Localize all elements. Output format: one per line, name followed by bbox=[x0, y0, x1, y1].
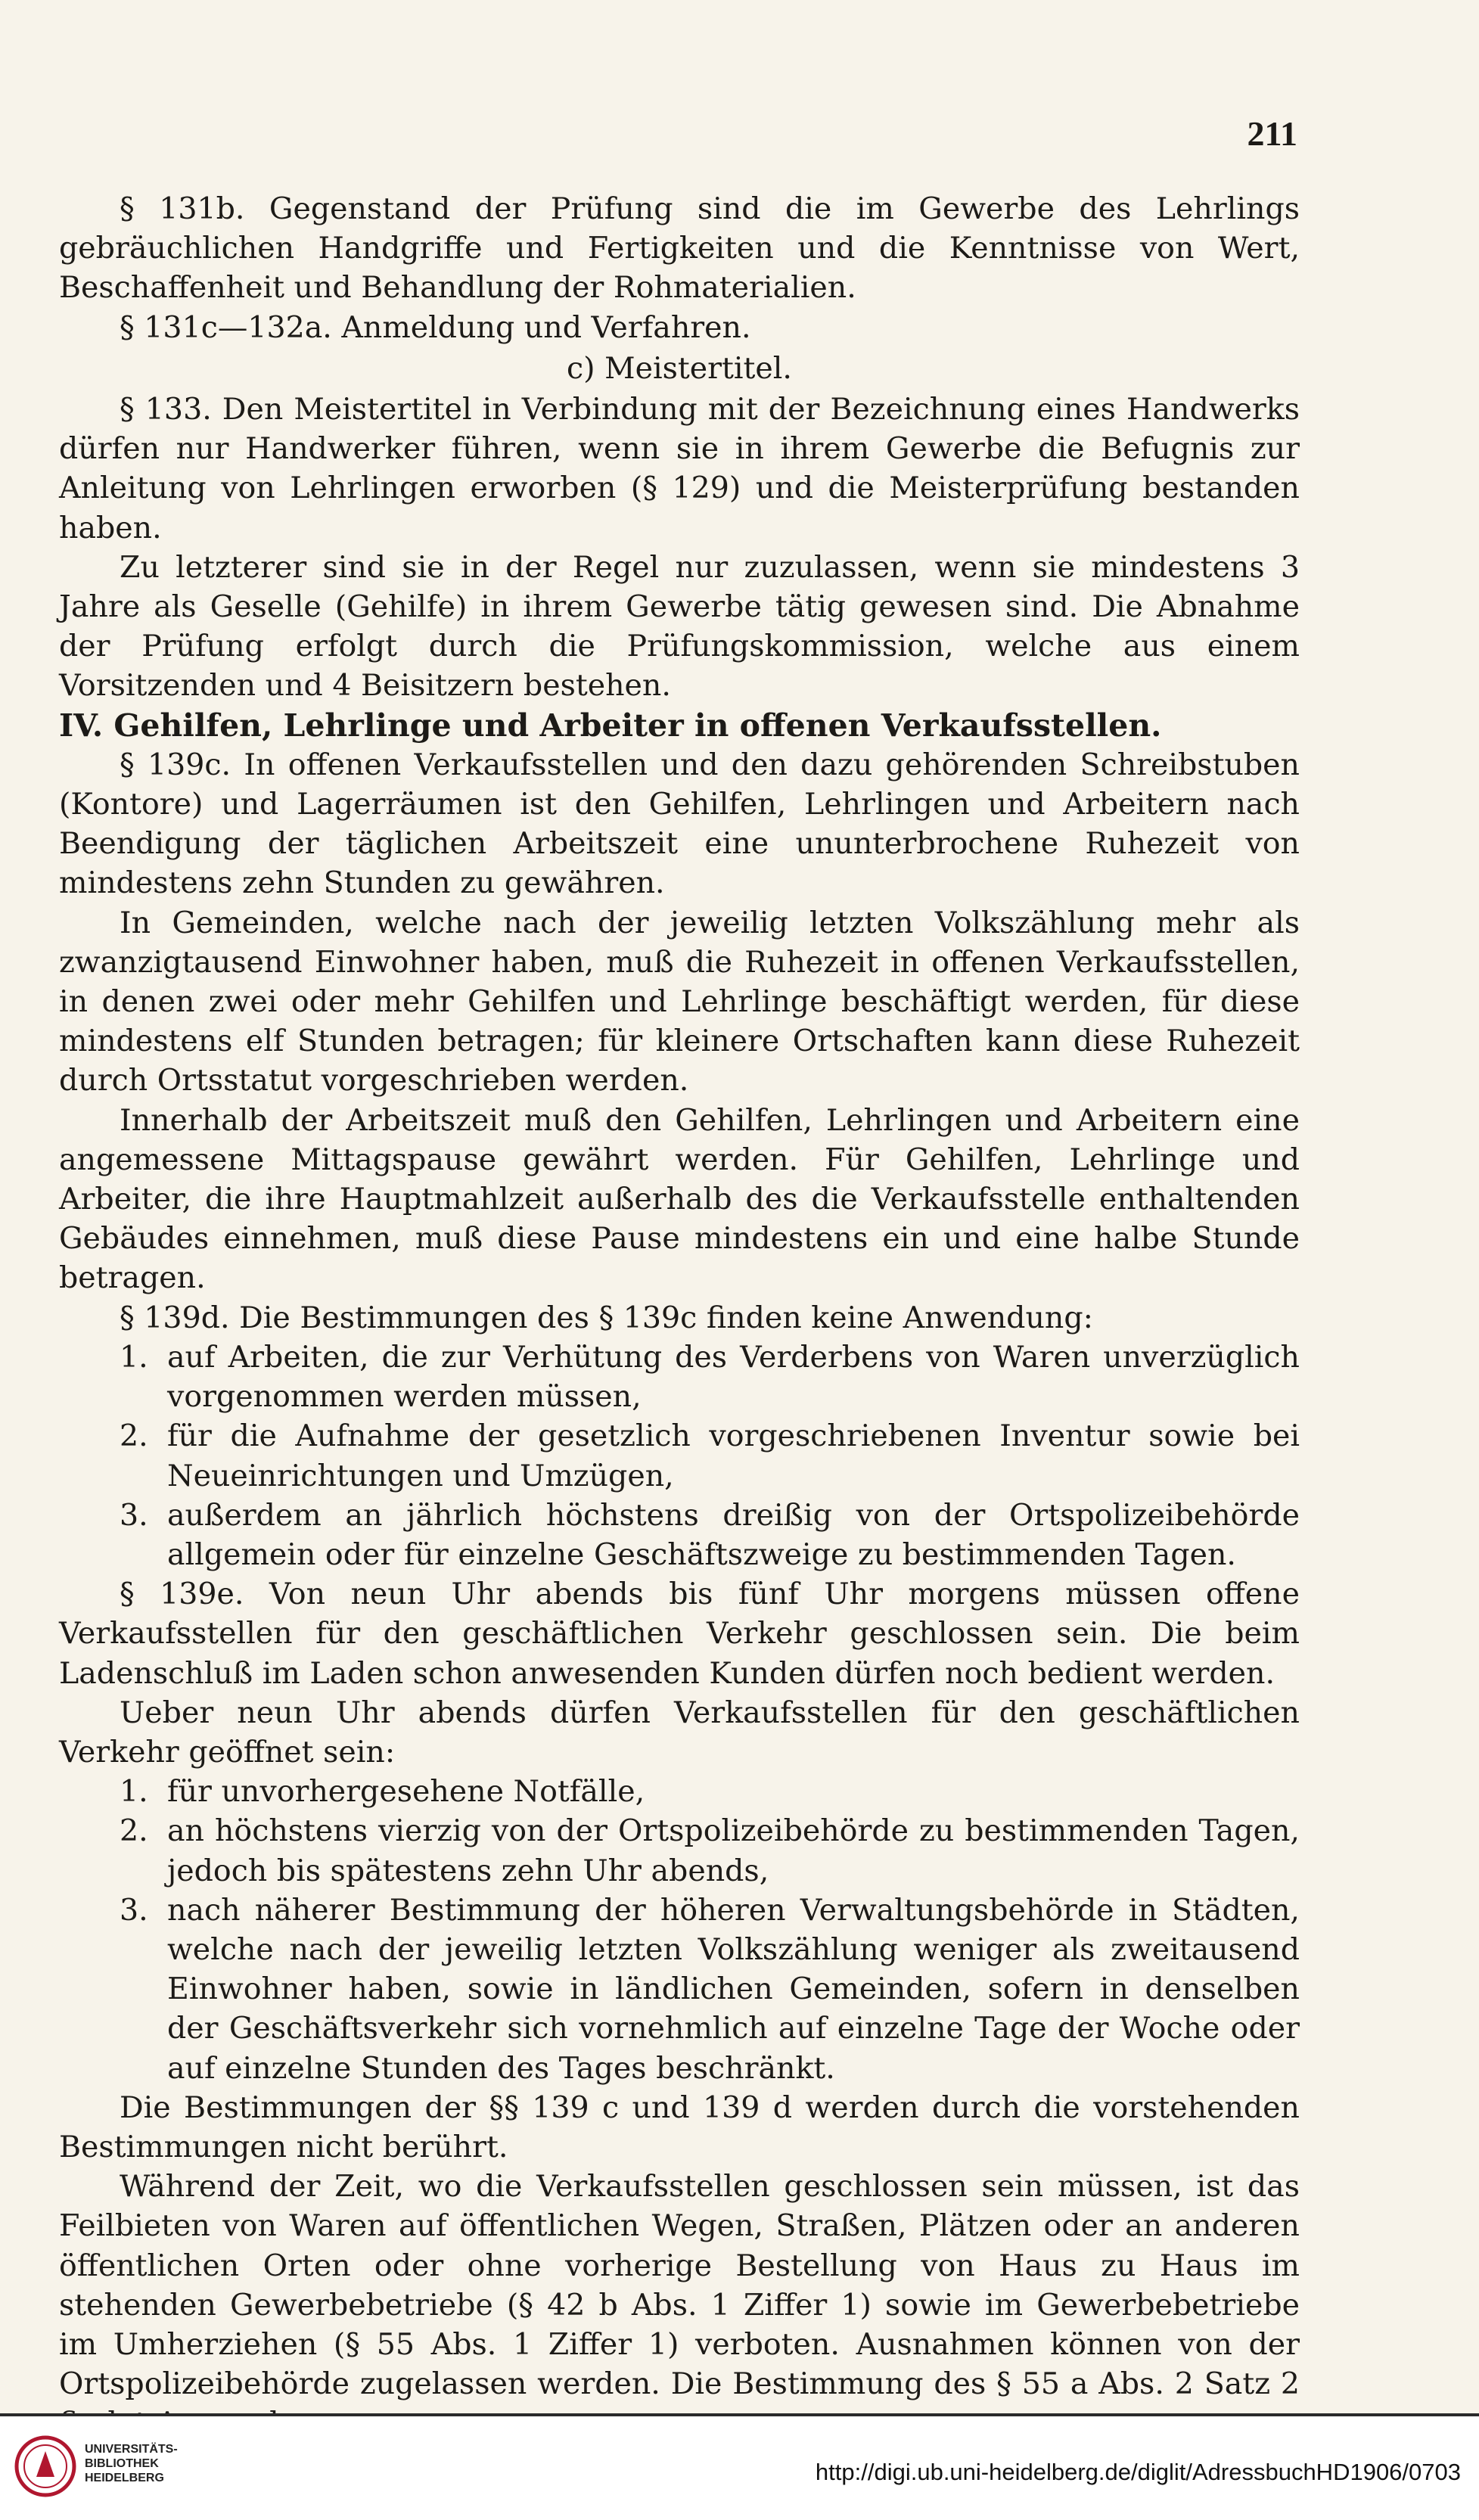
library-name-line: HEIDELBERG bbox=[85, 2472, 164, 2484]
footer-bar bbox=[0, 2413, 1479, 2520]
list-text: auf Arbeiten, die zur Verhütung des Verderbens von Waren unverzüglich vorgenommen werden müssen, bbox=[167, 1339, 1300, 1415]
paragraph-139e-c: Die Bestimmungen der §§ 139 c und 139 d werden durch die vorstehenden Bestimmungen nicht berührt. bbox=[59, 2090, 1300, 2164]
list-item bbox=[59, 1891, 1300, 2088]
list-number: 1. bbox=[120, 1339, 148, 1375]
list-item bbox=[59, 1772, 1300, 1811]
list-text: an höchstens vierzig von der Ortspolizeibehörde zu bestimmenden Tagen, jedoch bis spätestens zehn Uhr abends, bbox=[167, 1813, 1300, 1888]
list-number: 2. bbox=[120, 1813, 148, 1849]
paragraph-139c-c: Innerhalb der Arbeitszeit muß den Gehilfen, Lehrlingen und Arbeitern eine angemessene Mittagspause gewährt werden. Für Gehilfen, Lehrlinge und Arbeiter, die ihre Hauptmahlzeit außerhalb des die Verkaufsstelle enthaltenden Gebäudes einnehmen, muß diese Pause mindestens ein und eine halbe Stunde betragen. bbox=[59, 1102, 1300, 1296]
library-name-line: BIBLIOTHEK bbox=[85, 2457, 159, 2470]
list-139e bbox=[59, 1772, 1300, 2088]
paragraph-133: § 133. Den Meistertitel in Verbindung mit der Bezeichnung eines Handwerks dürfen nur Handwerker führen, wenn sie in ihrem Gewerbe die Befugnis zur Anleitung von Lehrlingen erworben (§ 129) und die Meisterprüfung bestanden haben. bbox=[59, 392, 1300, 545]
list-number: 3. bbox=[120, 1497, 148, 1533]
list-item bbox=[59, 1416, 1300, 1495]
list-139d bbox=[59, 1338, 1300, 1574]
footer-divider bbox=[0, 2413, 1479, 2416]
heading-meistertitel: c) Meistertitel. bbox=[567, 350, 792, 386]
list-item bbox=[59, 1496, 1300, 1574]
page-body bbox=[59, 189, 1300, 2444]
paragraph-133-b: Zu letzterer sind sie in der Regel nur zuzulassen, wenn sie mindestens 3 Jahre als Geselle (Gehilfe) in ihrem Gewerbe tätig gewesen sind. Die Abnahme der Prüfung erfolgt durch die Prüfungskommission, welche aus einem Vorsitzenden und 4 Beisitzern bestehen. bbox=[59, 549, 1300, 704]
paragraph-139e: § 139e. Von neun Uhr abends bis fünf Uhr morgens müssen offene Verkaufsstellen für den geschäftlichen Verkehr geschlossen sein. Die beim Ladenschluß im Laden schon anwesenden Kunden dürfen noch bedient werden. bbox=[59, 1577, 1300, 1691]
university-seal-icon bbox=[14, 2435, 77, 2498]
paragraph-139d: § 139d. Die Bestimmungen des § 139c finden keine Anwendung: bbox=[120, 1300, 1093, 1335]
list-item bbox=[59, 1338, 1300, 1416]
list-item bbox=[59, 1811, 1300, 1890]
paragraph-139c: § 139c. In offenen Verkaufsstellen und den dazu gehörenden Schreibstuben (Kontore) und Lagerräumen ist den Gehilfen, Lehrlingen und Arbeitern nach Beendigung der täglichen Arbeitszeit eine ununterbrochene Ruhezeit von mindestens zehn Stunden zu gewähren. bbox=[59, 747, 1300, 901]
paragraph-139e-b: Ueber neun Uhr abends dürfen Verkaufsstellen für den geschäftlichen Verkehr geöffnet sein: bbox=[59, 1695, 1300, 1770]
paragraph-131c: § 131c—132a. Anmeldung und Verfahren. bbox=[120, 309, 751, 345]
list-number: 1. bbox=[120, 1774, 148, 1810]
paragraph-131b: § 131b. Gegenstand der Prüfung sind die im Gewerbe des Lehrlings gebräuchlichen Handgriffe und Fertigkeiten und die Kenntnisse von Wert, Beschaffenheit und Behandlung der Rohmaterialien. bbox=[59, 191, 1300, 306]
list-number: 3. bbox=[120, 1892, 148, 1928]
source-url-link[interactable]: http://digi.ub.uni-heidelberg.de/diglit/AdressbuchHD1906/0703 bbox=[815, 2459, 1461, 2485]
list-text: für unvorhergesehene Notfälle, bbox=[167, 1774, 645, 1810]
list-number: 2. bbox=[120, 1418, 148, 1454]
paragraph-139c-b: In Gemeinden, welche nach der jeweilig letzten Volkszählung mehr als zwanzigtausend Einwohner haben, muß die Ruhezeit in offenen Verkaufsstellen, in denen zwei oder mehr Gehilfen und Lehrlinge beschäftigt werden, für diese mindestens elf Stunden betragen; für kleinere Ortschaften kann diese Ruhezeit durch Ortsstatut vorgeschrieben werden. bbox=[59, 905, 1300, 1098]
library-name bbox=[85, 2442, 178, 2485]
list-text: außerdem an jährlich höchstens dreißig von der Ortspolizeibehörde allgemein oder für einzelne Geschäftszweige zu bestimmenden Tagen. bbox=[167, 1497, 1300, 1572]
list-text: nach näherer Bestimmung der höheren Verwaltungsbehörde in Städten, welche nach der jeweilig letzten Volkszählung weniger als zweitausend Einwohner haben, sowie in ländlichen Gemeinden, sofern in denselben der Geschäftsverkehr sich vornehmlich auf einzelne Tage der Woche oder auf einzelne Stunden des Tages beschränkt. bbox=[167, 1892, 1300, 2086]
paragraph-139e-d: Während der Zeit, wo die Verkaufsstellen geschlossen sein müssen, ist das Feilbieten von Waren auf öffentlichen Wegen, Straßen, Plätzen oder an anderen öffentlichen Orten oder ohne vorherige Bestellung von Haus zu Haus im stehenden Gewerbebetriebe (§ 42 b Abs. 1 Ziffer 1) sowie im Gewerbebetriebe im Umherziehen (§ 55 Abs. 1 Ziffer 1) verboten. Ausnahmen können von der Ortspolizeibehörde zugelassen werden. Die Bestimmung des § 55 a Abs. 2 Satz 2 bbox=[59, 2169, 1300, 2402]
chapter-heading-iv: IV. Gehilfen, Lehrlinge und Arbeiter in offenen Verkaufsstellen. bbox=[59, 707, 1162, 744]
page-number: 211 bbox=[1247, 114, 1297, 153]
library-name-line: UNIVERSITÄTS- bbox=[85, 2443, 178, 2456]
list-text: für die Aufnahme der gesetzlich vorgeschriebenen Inventur sowie bei Neueinrichtungen und Umzügen, bbox=[167, 1418, 1300, 1493]
